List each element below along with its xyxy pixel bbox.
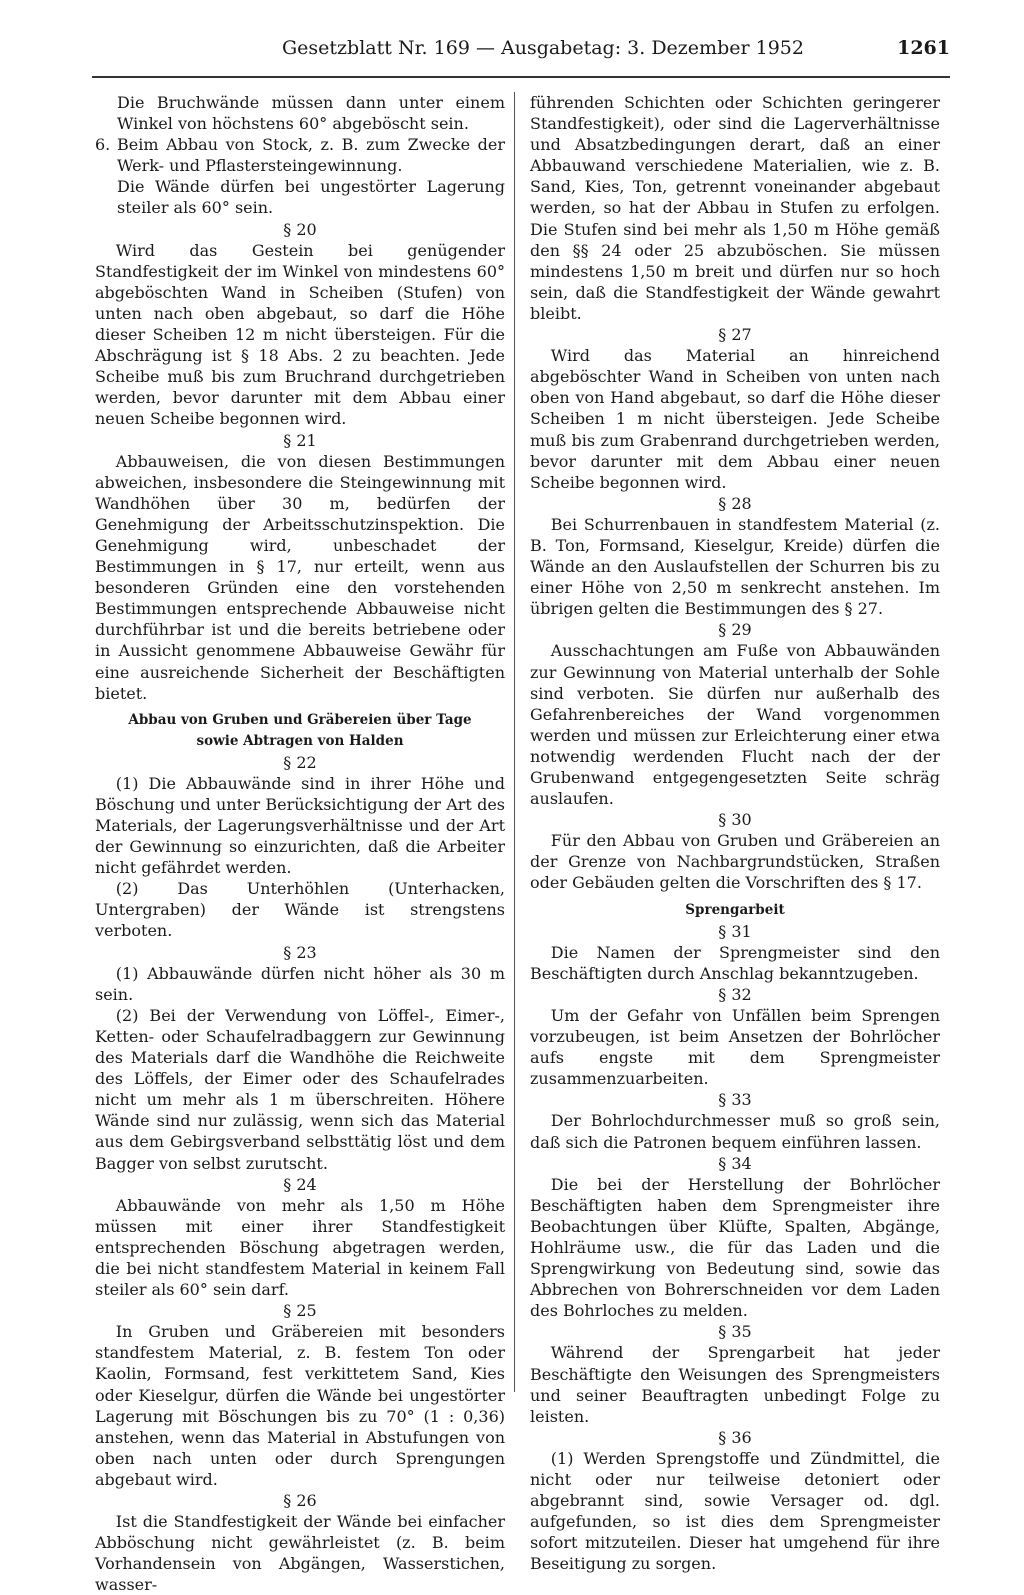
paragraph: Ausschachtungen am Fuße von Abbauwänden zur Gewinnung von Material unterhalb der Sohle sind verboten. Sie dürfen nur außerhalb des Gefahrenbereiches der Wand vorgenommen werden und müssen zur Erleichterung einer etwa notwendig werdenden Flucht nach der der Grubenwand entgegengesetzten Seite schräg auslaufen. xyxy=(530,641,940,809)
section-heading: § 21 xyxy=(283,430,317,450)
list-item-6 xyxy=(95,134,505,218)
gazette-title: Gesetzblatt Nr. 169 — Ausgabetag: 3. Dezember 1952 xyxy=(282,37,804,59)
paragraph: Während der Sprengarbeit hat jeder Beschäftigte den Weisungen des Sprengmeisters und seiner Beauftragten unbedingt Folge zu leisten. xyxy=(530,1343,940,1426)
page-number: 1261 xyxy=(897,37,950,59)
paragraph: Der Bohrlochdurchmesser muß so groß sein, daß sich die Patronen bequem einführen lassen. xyxy=(530,1111,940,1152)
section-heading: § 20 xyxy=(283,219,317,239)
column-divider xyxy=(514,92,515,1392)
paragraph: In Gruben und Gräbereien mit besonders standfestem Material, z. B. festem Ton oder Kaolin, Formsand, fest verkittetem Sand, Kies oder Kieselgur, dürfen die Wände bei ungestörter Lagerung mit Böschungen bis zu 70° (1 : 0,36) anstehen, wenn das Material in Abstufungen von oben nach unten oder durch Sprengungen abgebaut wird. xyxy=(95,1322,505,1489)
subheading-line: Abbau von Gruben und Gräbereien über Tage xyxy=(128,711,472,728)
paragraph: Abbauweisen, die von diesen Bestimmungen abweichen, insbesondere die Steingewinnung mit Wandhöhen über 30 m, bedürfen der Genehmigung der Arbeitsschutzinspektion. Die Genehmigung wird, unbeschadet der Bestimmungen in § 17, nur erteilt, wenn aus besonderen Gründen eine den vorstehenden Bestimmungen entsprechende Abbauweise nicht durchführbar ist und die bereits betriebene oder in Aussicht genommene Abbauweise Gewähr für eine ausreichende Sicherheit der Beschäftigten bietet. xyxy=(95,451,505,703)
section-heading: § 33 xyxy=(718,1090,752,1110)
section-heading: § 36 xyxy=(718,1427,752,1447)
paragraph: Für den Abbau von Gruben und Gräbereien an der Grenze von Nachbargrundstücken, Straßen oder Gebäuden gelten die Vorschriften des § 17. xyxy=(530,831,940,893)
section-heading: § 24 xyxy=(283,1174,317,1194)
section-heading: § 25 xyxy=(283,1301,317,1321)
paragraph: Wird das Gestein bei genügender Standfestigkeit der im Winkel von mindestens 60° abgeböschten Wand in Scheiben (Stufen) von unten nach oben abgebaut, so darf die Höhe dieser Scheiben 12 m nicht übersteigen. Für die Abschrägung ist § 18 Abs. 2 zu beachten. Jede Scheibe muß bis zum Bruchrand durchgetrieben werden, bevor darunter mit dem Abbau einer neuen Scheibe begonnen wird. xyxy=(95,240,505,429)
section-heading: § 22 xyxy=(283,752,317,772)
subheading-line: sowie Abtragen von Halden xyxy=(196,732,404,749)
paragraph: Bei Schurrenbauen in standfestem Material (z. B. Ton, Formsand, Kieselgur, Kreide) dürfen die Wände an den Auslaufstellen der Schurren bis zu einer Höhe von 2,50 m senkrecht anstehen. Im übrigen gelten die Bestimmungen des § 27. xyxy=(530,514,940,619)
section-heading: § 23 xyxy=(283,942,317,962)
paragraph: (2) Das Unterhöhlen (Unterhacken, Untergraben) der Wände ist strengstens verboten. xyxy=(95,879,505,941)
section-heading: § 34 xyxy=(718,1153,752,1173)
item-number: 6. xyxy=(95,135,111,155)
paragraph: Die Namen der Sprengmeister sind den Beschäftigten durch Anschlag bekanntzugeben. xyxy=(530,942,940,983)
paragraph: führenden Schichten oder Schichten geringerer Standfestigkeit), oder sind die Lagerverhältnisse und Absatzbedingungen derart, daß an einer Abbauwand verschiedene Materialien, wie z. B. Sand, Kies, Ton, getrennt voneinander abgebaut werden, so hat der Abbau in Stufen zu erfolgen. Die Stufen sind bei mehr als 1,50 m Höhe gemäß den §§ 24 oder 25 abzuböschen. Sie müssen mindestens 1,50 m breit und dürfen nur so hoch sein, daß die Standfestigkeit der Wände gewahrt bleibt. xyxy=(530,93,940,323)
section-heading: § 31 xyxy=(718,921,752,941)
subheading-line: Sprengarbeit xyxy=(685,901,785,918)
paragraph: Ist die Standfestigkeit der Wände bei einfacher Abböschung nicht gewährleistet (z. B. beim Vorhandensein von Abgängen, Wasserstichen, wasser- xyxy=(95,1512,505,1595)
section-heading: § 26 xyxy=(283,1491,317,1510)
paragraph: Die bei der Herstellung der Bohrlöcher Beschäftigten haben dem Sprengmeister ihre Beobachtungen über Klüfte, Spalten, Abgänge, Hohlräume usw., die für das Laden und die Sprengwirkung von Bedeutung sind, sowie das Abbrechen von Bohrerschneiden vor dem Laden des Bohrloches zu melden. xyxy=(530,1174,940,1321)
section-heading: § 32 xyxy=(718,984,752,1004)
paragraph: Wird das Material an hinreichend abgeböschter Wand in Scheiben von unten nach oben von Hand abgebaut, so darf die Höhe dieser Scheiben 1 m nicht übersteigen. Jede Scheibe muß bis zum Grabenrand durchgetrieben werden, bevor darunter mit dem Abbau einer neuen Scheibe begonnen wird. xyxy=(530,346,940,492)
left-column xyxy=(95,92,505,1595)
section-heading: § 30 xyxy=(718,810,752,830)
section-heading: § 27 xyxy=(718,325,752,345)
paragraph: Abbauwände von mehr als 1,50 m Höhe müssen mit einer ihrer Standfestigkeit entsprechenden Böschung abgetragen werden, die bei nicht standfestem Material in keinem Fall steiler als 60° sein darf. xyxy=(95,1195,505,1300)
section-heading: § 35 xyxy=(718,1322,752,1342)
paragraph: Die Bruchwände müssen dann unter einem Winkel von höchstens 60° abgeböscht sein. xyxy=(117,93,505,134)
paragraph: Die Wände dürfen bei ungestörter Lagerung steiler als 60° sein. xyxy=(117,177,505,218)
paragraph: (1) Die Abbauwände sind in ihrer Höhe und Böschung und unter Berücksichtigung der Art des Materials, der Lagerungsverhältnisse und der Art der Gewinnung so einzurichten, daß die Arbeiter nicht gefährdet werden. xyxy=(95,773,505,878)
right-column xyxy=(530,92,940,1574)
paragraph: (2) Bei der Verwendung von Löffel-, Eimer-, Ketten- oder Schaufelradbaggern zur Gewinnung des Materials darf die Wandhöhe die Reichweite des Löffels, der Eimer oder des Schaufelrades nicht um mehr als 1 m überschreiten. Höhere Wände sind nur zulässig, wenn sich das Material aus dem Gebirgsverband selbsttätig löst und dem Bagger von selbst zurutscht. xyxy=(95,1005,505,1173)
paragraph: (1) Abbauwände dürfen nicht höher als 30 m sein. xyxy=(95,963,505,1004)
section-heading: § 28 xyxy=(718,493,752,513)
paragraph: Um der Gefahr von Unfällen beim Sprengen vorzubeugen, ist beim Ansetzen der Bohrlöcher aufs engste mit dem Sprengmeister zusammenzuarbeiten. xyxy=(530,1005,940,1089)
section-heading: § 29 xyxy=(718,620,752,640)
paragraph: Beim Abbau von Stock, z. B. zum Zwecke der Werk- und Pflastersteingewinnung. xyxy=(117,135,505,176)
header-rule xyxy=(92,76,950,78)
paragraph: (1) Werden Sprengstoffe und Zündmittel, die nicht oder nur teilweise detoniert oder abgebrannt sind, sowie Versager od. dgl. aufgefunden, so ist dies dem Sprengmeister sofort mitzuteilen. Dieser hat umgehend für ihre Beseitigung zu sorgen. xyxy=(530,1448,940,1574)
page-header xyxy=(92,30,950,66)
